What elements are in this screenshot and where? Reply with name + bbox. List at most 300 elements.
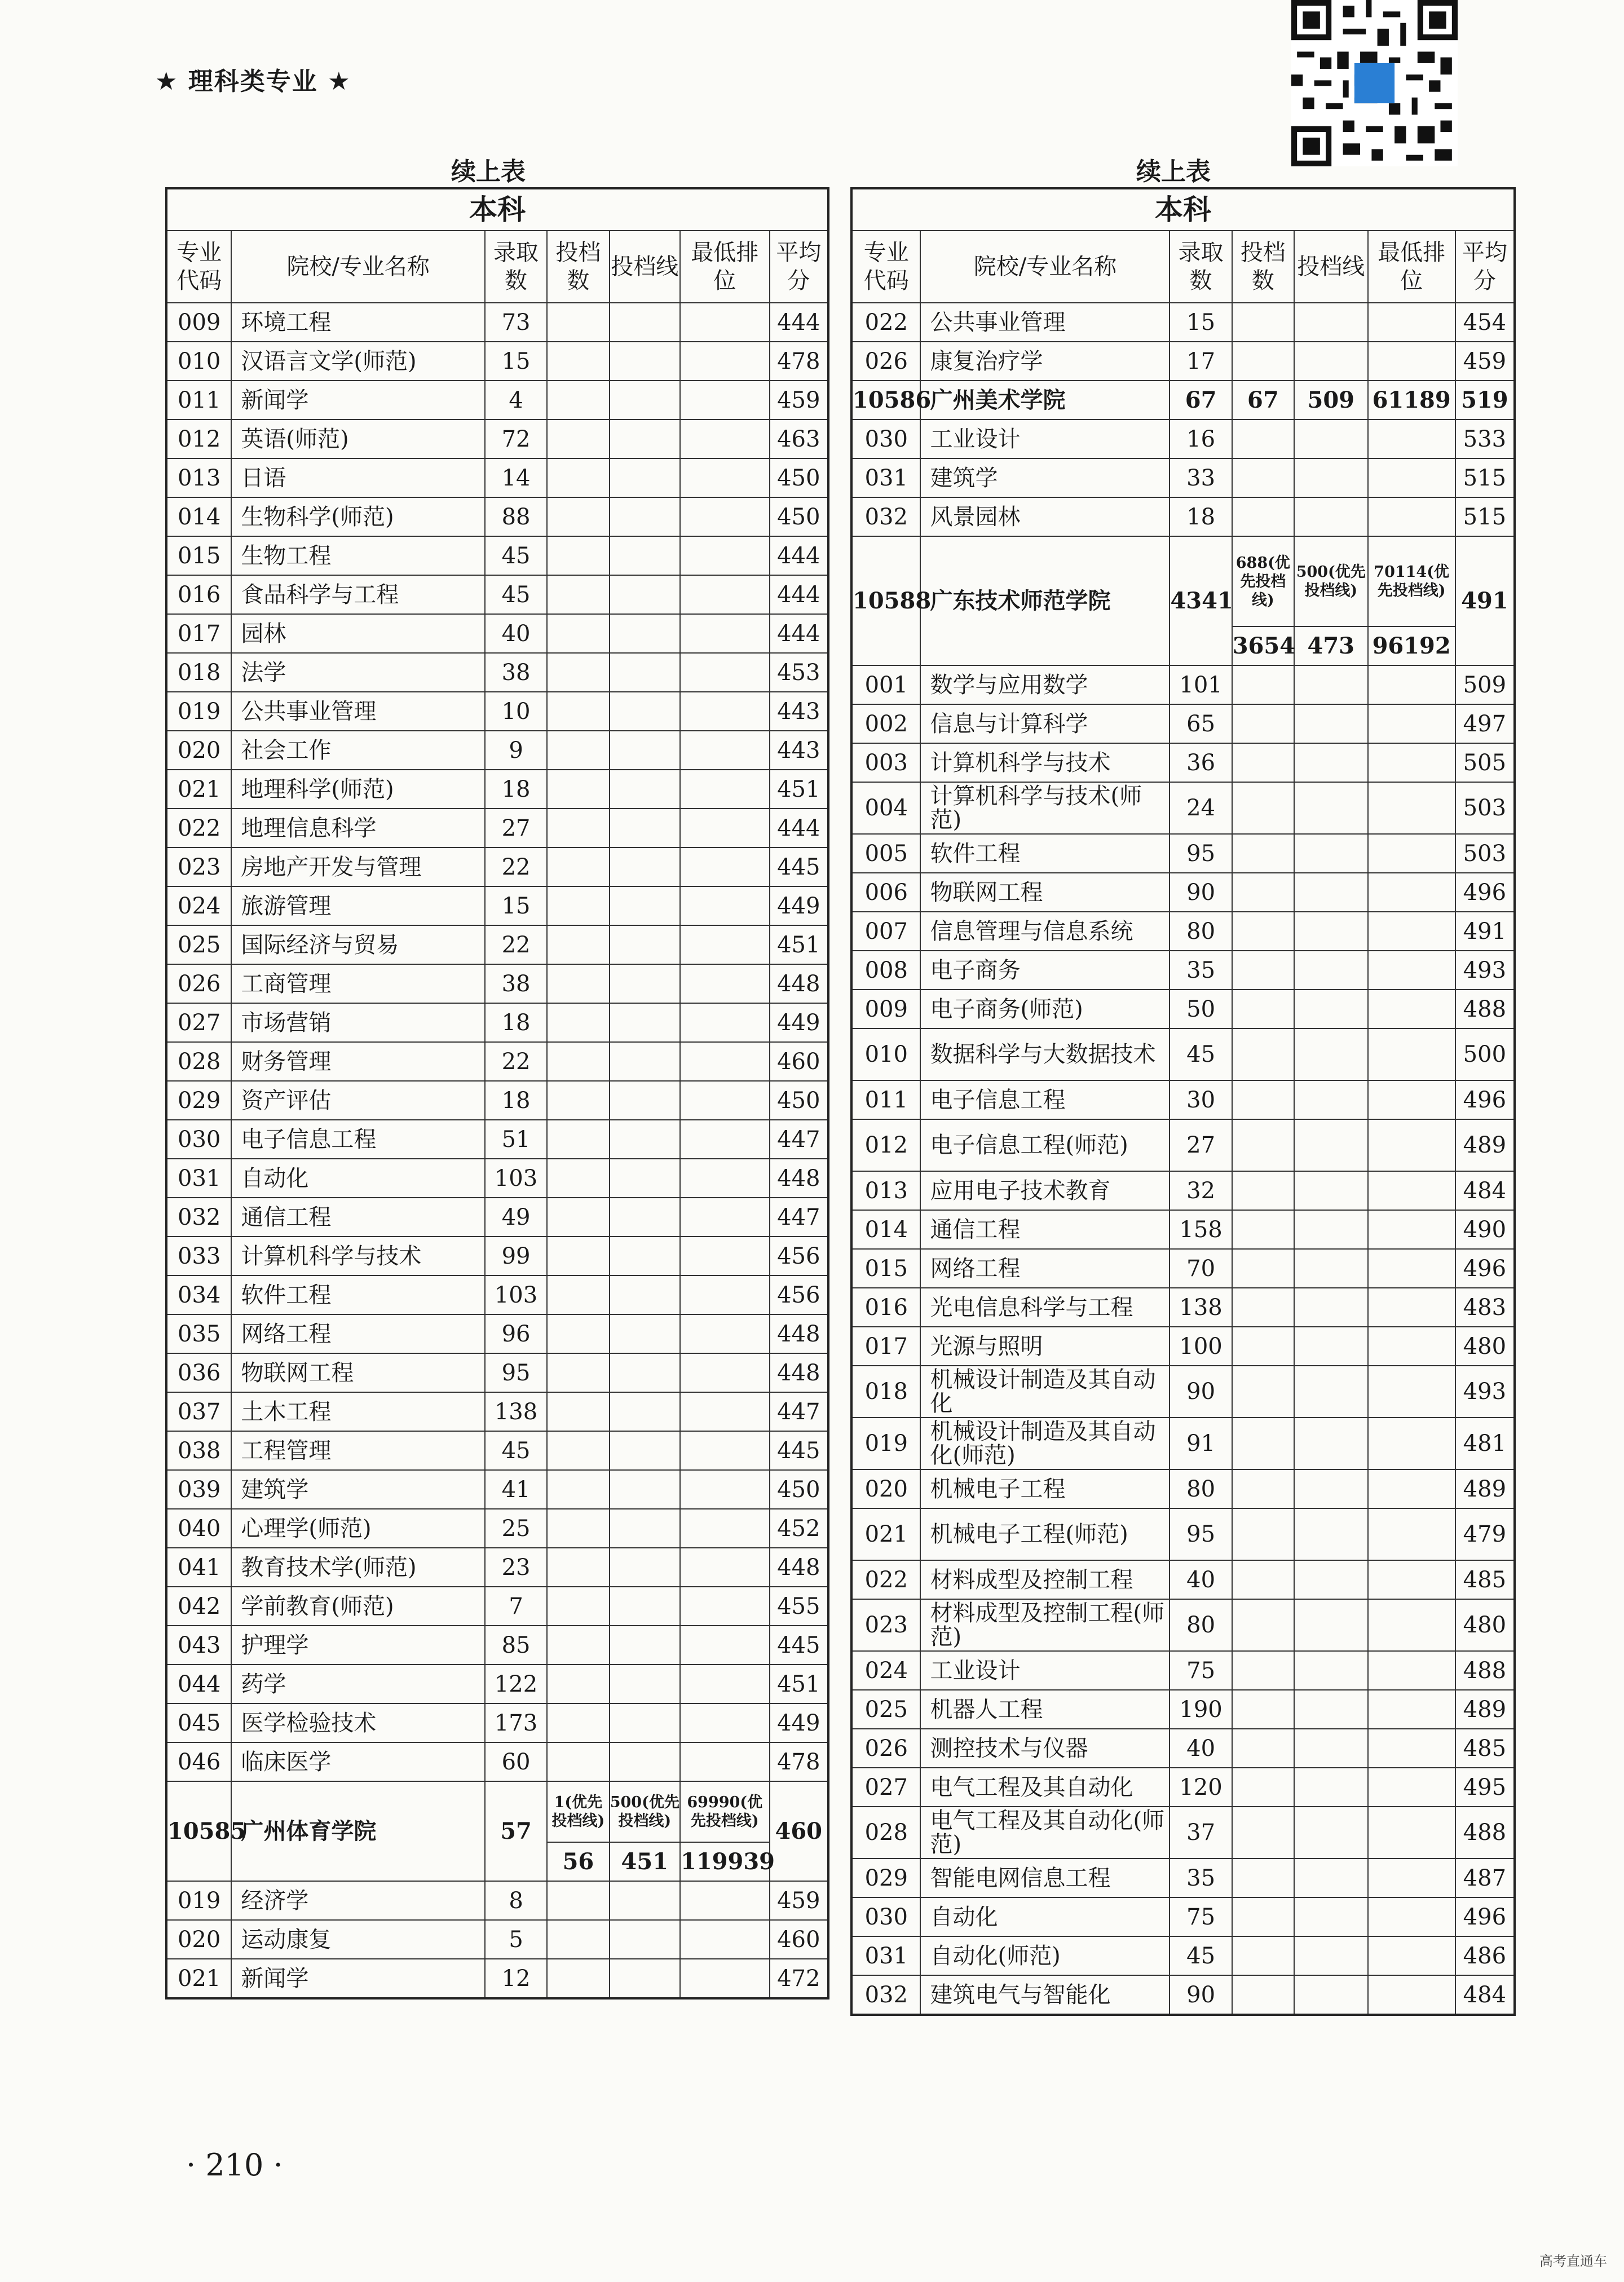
row-code: 030 [851, 420, 920, 458]
row-name: 通信工程 [231, 1198, 484, 1237]
row-code: 026 [851, 342, 920, 381]
row-line [610, 1159, 680, 1198]
school-name: 广东技术师范学院 [920, 536, 1170, 665]
row-rank [680, 536, 770, 575]
row-rank [1368, 1936, 1455, 1975]
row-rank [1368, 834, 1455, 873]
row-line [1294, 1729, 1368, 1768]
school-rank: 96192 [1368, 626, 1455, 665]
left-admission-table [165, 187, 829, 1999]
row-avg: 443 [770, 731, 829, 770]
row-avg: 463 [770, 420, 829, 458]
table-row [166, 1042, 828, 1081]
row-rank [1368, 782, 1455, 834]
row-name: 法学 [231, 653, 484, 692]
row-avg: 451 [770, 1665, 829, 1703]
row-rank [680, 1003, 770, 1042]
row-avg: 444 [770, 536, 829, 575]
row-filed [1232, 834, 1294, 873]
row-rank [680, 1392, 770, 1431]
row-name: 旅游管理 [231, 886, 484, 925]
row-name: 计算机科学与技术 [231, 1237, 484, 1275]
row-avg: 491 [1455, 912, 1515, 951]
page-number: · 210 · [186, 2147, 283, 2183]
row-filed [547, 1703, 609, 1742]
row-filed [1232, 1897, 1294, 1936]
school-avg: 491 [1455, 536, 1515, 665]
row-avg: 493 [1455, 1366, 1515, 1418]
row-name: 电气工程及其自动化 [920, 1768, 1170, 1807]
row-avg: 503 [1455, 782, 1515, 834]
row-line [1294, 1768, 1368, 1807]
col-header-code: 专业代码 [851, 231, 920, 303]
row-filed [547, 1587, 609, 1626]
row-line [610, 342, 680, 381]
row-name: 光源与照明 [920, 1327, 1170, 1366]
table-row [851, 1210, 1515, 1249]
row-line [610, 1742, 680, 1781]
row-line [610, 1470, 680, 1509]
row-line [1294, 1418, 1368, 1469]
row-line [610, 1042, 680, 1081]
table-row [851, 665, 1515, 704]
row-name: 风景园林 [920, 497, 1170, 536]
row-admit: 15 [485, 886, 547, 925]
row-line [610, 1920, 680, 1959]
row-name: 自动化(师范) [920, 1936, 1170, 1975]
row-code: 029 [851, 1859, 920, 1897]
row-filed [547, 1237, 609, 1275]
row-code: 010 [166, 342, 231, 381]
row-rank [680, 1959, 770, 1998]
row-line [610, 458, 680, 497]
table-row [166, 653, 828, 692]
row-avg: 448 [770, 1548, 829, 1587]
row-admit: 138 [485, 1392, 547, 1431]
row-code: 022 [851, 303, 920, 342]
row-code: 006 [851, 873, 920, 912]
table-row [851, 912, 1515, 951]
corner-watermark-text: 高考直通车 [1539, 2253, 1607, 2269]
row-rank [1368, 1807, 1455, 1859]
row-avg: 443 [770, 692, 829, 731]
row-admit: 80 [1170, 1469, 1232, 1508]
table-row [166, 731, 828, 770]
row-name: 医学检验技术 [231, 1703, 484, 1742]
row-code: 016 [851, 1288, 920, 1327]
row-line [610, 1314, 680, 1353]
row-admit: 22 [485, 1042, 547, 1081]
row-avg: 444 [770, 809, 829, 848]
table-row [166, 770, 828, 809]
row-filed [1232, 743, 1294, 782]
row-name: 物联网工程 [231, 1353, 484, 1392]
row-code: 026 [851, 1729, 920, 1768]
row-avg: 455 [770, 1587, 829, 1626]
row-admit: 10 [485, 692, 547, 731]
table-row [166, 809, 828, 848]
table-row [851, 1651, 1515, 1690]
row-code: 033 [166, 1237, 231, 1275]
row-filed [547, 731, 609, 770]
row-name: 数据科学与大数据技术 [920, 1029, 1170, 1080]
right-admission-table [850, 187, 1516, 2016]
school-admit: 57 [485, 1781, 547, 1881]
row-rank [1368, 1508, 1455, 1560]
row-rank [680, 381, 770, 420]
row-name: 机械电子工程 [920, 1469, 1170, 1508]
table-row [851, 1080, 1515, 1119]
table-row [166, 692, 828, 731]
row-avg: 454 [1455, 303, 1515, 342]
row-line [1294, 873, 1368, 912]
row-admit: 95 [485, 1353, 547, 1392]
row-avg: 489 [1455, 1119, 1515, 1171]
table-row [166, 1198, 828, 1237]
row-filed [547, 536, 609, 575]
table-row [166, 1587, 828, 1626]
row-code: 021 [851, 1508, 920, 1560]
row-filed [1232, 1508, 1294, 1560]
row-name: 心理学(师范) [231, 1509, 484, 1548]
row-name: 网络工程 [920, 1249, 1170, 1288]
row-name: 英语(师范) [231, 420, 484, 458]
row-avg: 445 [770, 1431, 829, 1470]
row-code: 019 [166, 1881, 231, 1920]
row-admit: 90 [1170, 1366, 1232, 1418]
row-name: 软件工程 [920, 834, 1170, 873]
row-admit: 65 [1170, 704, 1232, 743]
row-name: 经济学 [231, 1881, 484, 1920]
row-code: 031 [851, 1936, 920, 1975]
row-avg: 445 [770, 848, 829, 886]
row-name: 计算机科学与技术(师范) [920, 782, 1170, 834]
table-row [166, 1881, 828, 1920]
row-line [610, 1881, 680, 1920]
school-name: 广州体育学院 [231, 1781, 484, 1881]
row-admit: 45 [485, 536, 547, 575]
row-line [1294, 1171, 1368, 1210]
row-name: 自动化 [920, 1897, 1170, 1936]
row-admit: 17 [1170, 342, 1232, 381]
row-filed [547, 1042, 609, 1081]
row-avg: 495 [1455, 1768, 1515, 1807]
row-line [610, 1431, 680, 1470]
table-row [166, 886, 828, 925]
section-title: 本科 [166, 188, 828, 231]
row-filed [1232, 782, 1294, 834]
row-avg: 489 [1455, 1690, 1515, 1729]
row-filed [547, 342, 609, 381]
row-line [1294, 303, 1368, 342]
row-avg: 515 [1455, 497, 1515, 536]
row-rank [680, 770, 770, 809]
row-admit: 45 [485, 575, 547, 614]
row-line [610, 1703, 680, 1742]
row-filed [547, 809, 609, 848]
row-code: 003 [851, 743, 920, 782]
row-avg: 472 [770, 1959, 829, 1998]
row-name: 日语 [231, 458, 484, 497]
table-row [851, 1249, 1515, 1288]
row-code: 038 [166, 1431, 231, 1470]
row-code: 011 [166, 381, 231, 420]
row-avg: 448 [770, 1353, 829, 1392]
row-name: 机械设计制造及其自动化 [920, 1366, 1170, 1418]
row-filed [547, 420, 609, 458]
row-name: 光电信息科学与工程 [920, 1288, 1170, 1327]
row-avg: 484 [1455, 1171, 1515, 1210]
row-line [1294, 990, 1368, 1029]
row-rank [1368, 1469, 1455, 1508]
row-admit: 190 [1170, 1690, 1232, 1729]
row-admit: 27 [485, 809, 547, 848]
table-row [851, 420, 1515, 458]
row-avg: 450 [770, 458, 829, 497]
row-admit: 15 [485, 342, 547, 381]
school-admit: 4341 [1170, 536, 1232, 665]
row-admit: 36 [1170, 743, 1232, 782]
col-header-avg: 平均分 [770, 231, 829, 303]
row-avg: 448 [770, 964, 829, 1003]
row-line [610, 303, 680, 342]
row-filed [547, 1881, 609, 1920]
row-code: 027 [851, 1768, 920, 1807]
row-name: 土木工程 [231, 1392, 484, 1431]
row-code: 028 [851, 1807, 920, 1859]
table-row [851, 303, 1515, 342]
row-code: 023 [166, 848, 231, 886]
row-avg: 481 [1455, 1418, 1515, 1469]
row-code: 029 [166, 1081, 231, 1120]
row-admit: 173 [485, 1703, 547, 1742]
row-filed [1232, 1469, 1294, 1508]
row-code: 020 [851, 1469, 920, 1508]
row-rank [1368, 1080, 1455, 1119]
school-filed: 56 [547, 1842, 609, 1881]
row-code: 001 [851, 665, 920, 704]
row-name: 计算机科学与技术 [920, 743, 1170, 782]
row-admit: 30 [1170, 1080, 1232, 1119]
row-code: 032 [851, 1975, 920, 2015]
row-code: 040 [166, 1509, 231, 1548]
row-filed [547, 692, 609, 731]
row-rank [1368, 303, 1455, 342]
row-code: 009 [166, 303, 231, 342]
right-school-2-block [851, 536, 1515, 665]
row-admit: 49 [485, 1198, 547, 1237]
row-filed [1232, 1651, 1294, 1690]
table-row [166, 848, 828, 886]
row-admit: 15 [1170, 303, 1232, 342]
row-admit: 18 [1170, 497, 1232, 536]
row-filed [547, 1548, 609, 1587]
row-name: 食品科学与工程 [231, 575, 484, 614]
table-row [166, 1509, 828, 1548]
row-rank [1368, 420, 1455, 458]
row-code: 045 [166, 1703, 231, 1742]
table-row [851, 704, 1515, 743]
row-line [610, 770, 680, 809]
row-rank [1368, 912, 1455, 951]
row-admit: 23 [485, 1548, 547, 1587]
row-avg: 444 [770, 614, 829, 653]
table-row [851, 951, 1515, 990]
row-code: 043 [166, 1626, 231, 1665]
row-avg: 496 [1455, 873, 1515, 912]
row-name: 工业设计 [920, 420, 1170, 458]
row-code: 032 [851, 497, 920, 536]
continued-label-left: 续上表 [451, 157, 526, 186]
row-admit: 95 [1170, 834, 1232, 873]
table-row [851, 1768, 1515, 1807]
col-header-line: 投档线 [610, 231, 680, 303]
row-line [1294, 1469, 1368, 1508]
row-filed [547, 614, 609, 653]
row-admit: 12 [485, 1959, 547, 1998]
table-row [166, 1431, 828, 1470]
row-rank [1368, 1366, 1455, 1418]
row-filed [547, 1920, 609, 1959]
table-row [851, 1975, 1515, 2015]
row-filed [1232, 951, 1294, 990]
col-header-admit: 录取数 [485, 231, 547, 303]
row-rank [680, 420, 770, 458]
row-admit: 8 [485, 1881, 547, 1920]
row-line [610, 536, 680, 575]
row-rank [1368, 1249, 1455, 1288]
table-row [166, 1003, 828, 1042]
row-line [1294, 1288, 1368, 1327]
row-avg: 488 [1455, 1807, 1515, 1859]
row-admit: 22 [485, 925, 547, 964]
row-code: 023 [851, 1599, 920, 1651]
row-filed [547, 497, 609, 536]
row-code: 039 [166, 1470, 231, 1509]
col-header-rank: 最低排位 [680, 231, 770, 303]
row-avg: 459 [1455, 342, 1515, 381]
table-row [166, 1626, 828, 1665]
row-filed [1232, 912, 1294, 951]
row-admit: 120 [1170, 1768, 1232, 1807]
row-line [610, 692, 680, 731]
row-admit: 103 [485, 1159, 547, 1198]
table-row [166, 303, 828, 342]
row-code: 046 [166, 1742, 231, 1781]
row-rank [1368, 873, 1455, 912]
row-rank [680, 575, 770, 614]
row-avg: 515 [1455, 458, 1515, 497]
row-avg: 444 [770, 575, 829, 614]
row-line [1294, 1366, 1368, 1418]
row-rank [680, 653, 770, 692]
row-avg: 450 [770, 497, 829, 536]
table-row [851, 1599, 1515, 1651]
row-filed [1232, 1080, 1294, 1119]
row-admit: 4 [485, 381, 547, 420]
row-avg: 483 [1455, 1288, 1515, 1327]
row-line [610, 1392, 680, 1431]
row-rank [1368, 704, 1455, 743]
row-line [1294, 497, 1368, 536]
col-header-name: 院校/专业名称 [920, 231, 1170, 303]
row-filed [1232, 990, 1294, 1029]
row-avg: 488 [1455, 1651, 1515, 1690]
row-avg: 480 [1455, 1327, 1515, 1366]
row-filed [1232, 1768, 1294, 1807]
row-admit: 45 [485, 1431, 547, 1470]
row-avg: 497 [1455, 704, 1515, 743]
row-line [610, 1509, 680, 1548]
row-name: 网络工程 [231, 1314, 484, 1353]
row-line [610, 1120, 680, 1159]
row-name: 机械设计制造及其自动化(师范) [920, 1418, 1170, 1469]
row-avg: 449 [770, 886, 829, 925]
row-filed [1232, 1729, 1294, 1768]
row-code: 020 [166, 731, 231, 770]
row-admit: 88 [485, 497, 547, 536]
row-name: 环境工程 [231, 303, 484, 342]
qr-code-icon [1291, 0, 1458, 166]
row-admit: 38 [485, 964, 547, 1003]
table-row [851, 1029, 1515, 1080]
row-name: 教育技术学(师范) [231, 1548, 484, 1587]
row-rank [680, 497, 770, 536]
row-rank [680, 1198, 770, 1237]
row-avg: 451 [770, 925, 829, 964]
table-row [851, 990, 1515, 1029]
col-header-avg: 平均分 [1455, 231, 1515, 303]
row-code: 015 [851, 1249, 920, 1288]
row-admit: 33 [1170, 458, 1232, 497]
row-code: 013 [166, 458, 231, 497]
table-row [851, 1508, 1515, 1560]
row-filed [547, 848, 609, 886]
row-filed [1232, 704, 1294, 743]
row-name: 学前教育(师范) [231, 1587, 484, 1626]
row-line [1294, 912, 1368, 951]
row-code: 031 [851, 458, 920, 497]
table-row [166, 1548, 828, 1587]
row-filed [547, 575, 609, 614]
row-filed [547, 1159, 609, 1198]
row-avg: 500 [1455, 1029, 1515, 1080]
table-row [851, 1807, 1515, 1859]
row-rank [1368, 1859, 1455, 1897]
row-avg: 496 [1455, 1897, 1515, 1936]
row-code: 012 [851, 1119, 920, 1171]
row-admit: 75 [1170, 1897, 1232, 1936]
row-rank [1368, 1119, 1455, 1171]
row-name: 药学 [231, 1665, 484, 1703]
row-filed [547, 964, 609, 1003]
row-name: 机械电子工程(师范) [920, 1508, 1170, 1560]
row-filed [547, 1742, 609, 1781]
row-filed [547, 1120, 609, 1159]
row-rank [680, 809, 770, 848]
table-row [166, 1353, 828, 1392]
row-admit: 96 [485, 1314, 547, 1353]
page-header-title: ★ 理科类专业 ★ [155, 67, 351, 96]
row-admit: 51 [485, 1120, 547, 1159]
table-row [166, 1703, 828, 1742]
col-header-rank: 最低排位 [1368, 231, 1455, 303]
table-row [166, 420, 828, 458]
continued-label-right: 续上表 [1136, 157, 1211, 186]
row-name: 地理信息科学 [231, 809, 484, 848]
row-avg: 451 [770, 770, 829, 809]
row-code: 037 [166, 1392, 231, 1431]
